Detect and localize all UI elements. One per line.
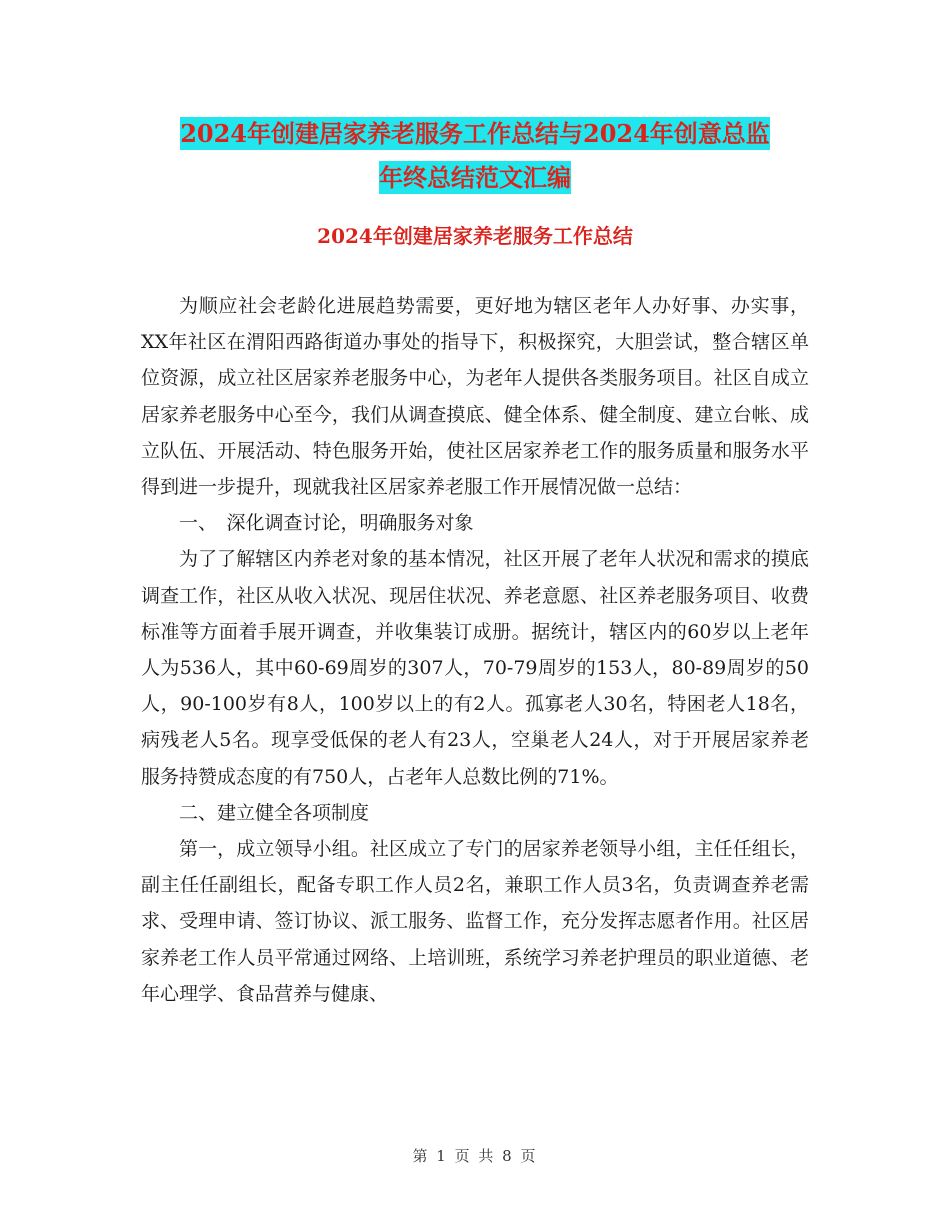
paragraph: 为了了解辖区内养老对象的基本情况，社区开展了老年人状况和需求的摸底调查工作，社区从收入状况、现居住状况、养老意愿、社区养老服务项目、收费标准等方面着手展开调查，并收集装订成册。据统计，辖区内的60岁以上老年人为536人，其中60-69周岁的307人，70-79周岁的153人，80-89周岁的50人，90-100岁有8人，100岁以上的有2人。孤寡老人30名，特困老人18名，病残老人5名。现享受低保的老人有23人，空巢老人24人，对于开展居家养老服务持赞成态度的有750人，占老年人总数比例的71%。	[141, 548, 809, 788]
heading-investigation: 一、 深化调查讨论，明确服务对象	[179, 512, 474, 535]
title-line-1: 2024年创建居家养老服务工作总结与2024年创意总监	[180, 119, 770, 148]
section-title: 2024年创建居家养老服务工作总结	[317, 224, 633, 248]
paragraph: 为顺应社会老龄化进展趋势需要，更好地为辖区老年人办好事、办实事，XX年社区在渭阳西路街道办事处的指导下，积极探究，大胆尝试，整合辖区单位资源，成立社区居家养老服务中心，为老年人提供各类服务项目。社区自成立居家养老服务中心至今，我们从调查摸底、健全体系、健全制度、建立台帐、成立队伍、开展活动、特色服务开始，使社区居家养老工作的服务质量和服务水平得到进一步提升，现就我社区居家养老服工作开展情况做一总结：	[141, 295, 809, 499]
title-line-2: 年终总结范文汇编	[379, 163, 571, 192]
page-footer: 第 1 页 共 8 页	[412, 1147, 538, 1165]
document-body	[141, 288, 809, 1012]
heading-systems: 二、建立健全各项制度	[179, 801, 370, 824]
document-title	[140, 112, 810, 200]
paragraph: 第一，成立领导小组。社区成立了专门的居家养老领导小组，主任任组长，副主任任副组长，配备专职工作人员2名，兼职工作人员3名，负责调查养老需求、受理申请、签订协议、派工服务、监督工作，充分发挥志愿者作用。社区居家养老工作人员平常通过网络、上培训班，系统学习养老护理员的职业道德、老年心理学、食品营养与健康、	[141, 838, 809, 1005]
